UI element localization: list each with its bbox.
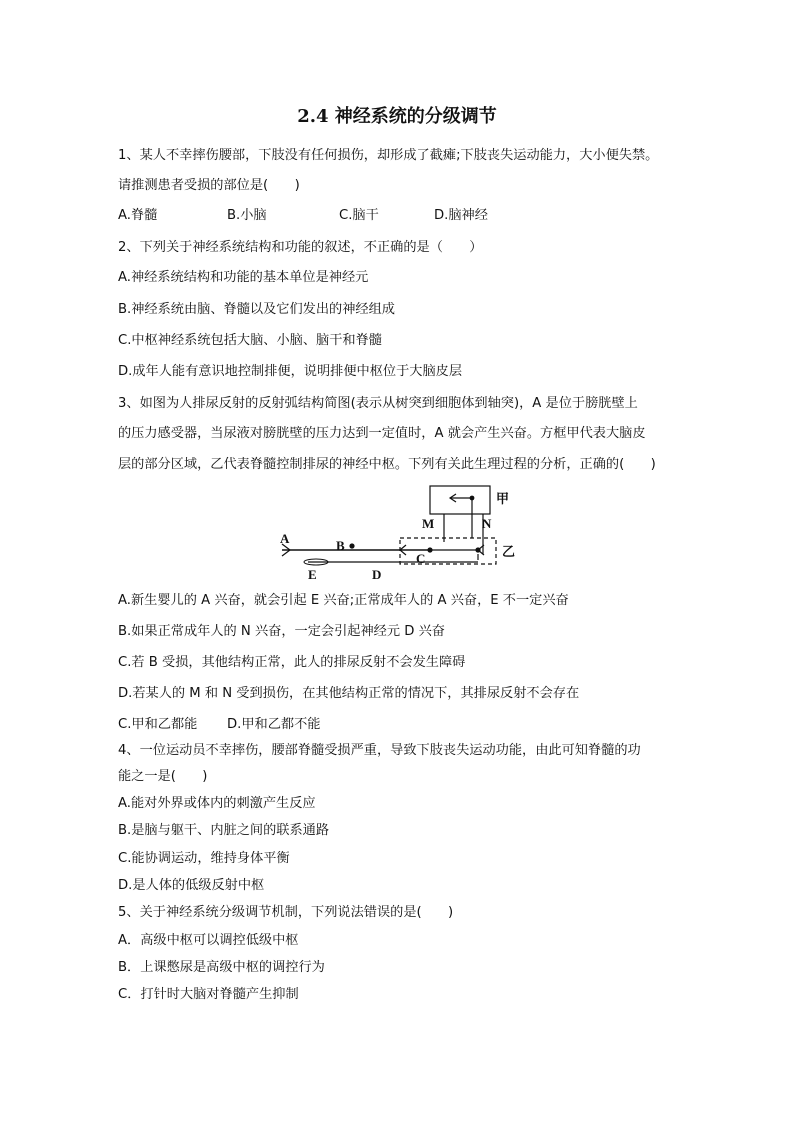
q2-option-a: A.神经系统结构和功能的基本单位是神经元 xyxy=(118,270,369,285)
q4-option-c: C.能协调运动，维持身体平衡 xyxy=(118,851,290,866)
label-b: B xyxy=(336,538,345,553)
q5-option-b: B．上课憋尿是高级中枢的调控行为 xyxy=(118,960,325,975)
q4-option-b: B.是脑与躯干、内脏之间的联系通路 xyxy=(118,823,330,838)
label-n: N xyxy=(482,516,492,531)
q4-stem-line1: 4、一位运动员不幸摔伤，腰部脊髓受损严重，导致下肢丧失运动功能，由此可知脊髓的功 xyxy=(118,743,641,758)
q1-option-c: C.脑干 xyxy=(339,208,379,223)
q3-option-a: A.新生婴儿的 A 兴奋，就会引起 E 兴奋;正常成年人的 A 兴奋，E 不一定兴奋 xyxy=(118,593,569,608)
q5-stem: 5、关于神经系统分级调节机制，下列说法错误的是( ) xyxy=(118,905,454,920)
q4-option-d: D.是人体的低级反射中枢 xyxy=(118,878,265,893)
label-c: C xyxy=(416,551,426,566)
q4-option-a: A.能对外界或体内的刺激产生反应 xyxy=(118,796,316,811)
q1-option-d: D.脑神经 xyxy=(434,208,488,223)
q5-option-c: C．打针时大脑对脊髓产生抑制 xyxy=(118,987,299,1002)
spinal-center-box xyxy=(400,538,496,564)
q3-option-b: B.如果正常成年人的 N 兴奋，一定会引起神经元 D 兴奋 xyxy=(118,624,445,639)
q3-extra-option-c: C.甲和乙都能 xyxy=(118,717,198,732)
label-yi: 乙 xyxy=(502,544,516,559)
page-title: 2.4 神经系统的分级调节 xyxy=(297,106,497,127)
q3-extra-option-d: D.甲和乙都不能 xyxy=(227,717,321,732)
label-d: D xyxy=(372,567,382,582)
q3-option-d: D.若某人的 M 和 N 受到损伤，在其他结构正常的情况下，其排尿反射不会存在 xyxy=(118,686,580,701)
cortex-box xyxy=(430,486,490,514)
label-e: E xyxy=(308,567,317,582)
label-m: M xyxy=(422,516,435,531)
q3-stem-line1: 3、如图为人排尿反射的反射弧结构简图(表示从树突到细胞体到轴突)，A 是位于膀胱壁上 xyxy=(118,396,638,411)
label-jia: 甲 xyxy=(496,491,510,506)
q5-option-a: A．高级中枢可以调控低级中枢 xyxy=(118,933,299,948)
q1-option-a: A.脊髓 xyxy=(118,208,158,223)
reflex-arc-diagram xyxy=(278,484,518,584)
q1-option-b: B.小脑 xyxy=(227,208,267,223)
label-a: A xyxy=(280,531,290,546)
q2-option-d: D.成年人能有意识地控制排便，说明排便中枢位于大脑皮层 xyxy=(118,364,463,379)
q3-stem-line2: 的压力感受器，当尿液对膀胱壁的压力达到一定值时，A 就会产生兴奋。方框甲代表大脑皮 xyxy=(118,426,646,441)
q2-option-b: B.神经系统由脑、脊髓以及它们发出的神经组成 xyxy=(118,302,395,317)
q1-stem-line2: 请推测患者受损的部位是( ) xyxy=(118,178,300,193)
q4-stem-line2: 能之一是( ) xyxy=(118,769,208,784)
q3-stem-line3: 层的部分区域，乙代表脊髓控制排尿的神经中枢。下列有关此生理过程的分析，正确的( ) xyxy=(118,457,656,472)
q2-stem: 2、下列关于神经系统结构和功能的叙述，不正确的是（ ） xyxy=(118,240,483,255)
q3-option-c: C.若 B 受损，其他结构正常，此人的排尿反射不会发生障碍 xyxy=(118,655,466,670)
q1-stem-line1: 1、某人不幸摔伤腰部，下肢没有任何损伤，却形成了截瘫;下肢丧失运动能力，大小便失禁。 xyxy=(118,148,659,163)
q2-option-c: C.中枢神经系统包括大脑、小脑、脑干和脊髓 xyxy=(118,333,382,348)
